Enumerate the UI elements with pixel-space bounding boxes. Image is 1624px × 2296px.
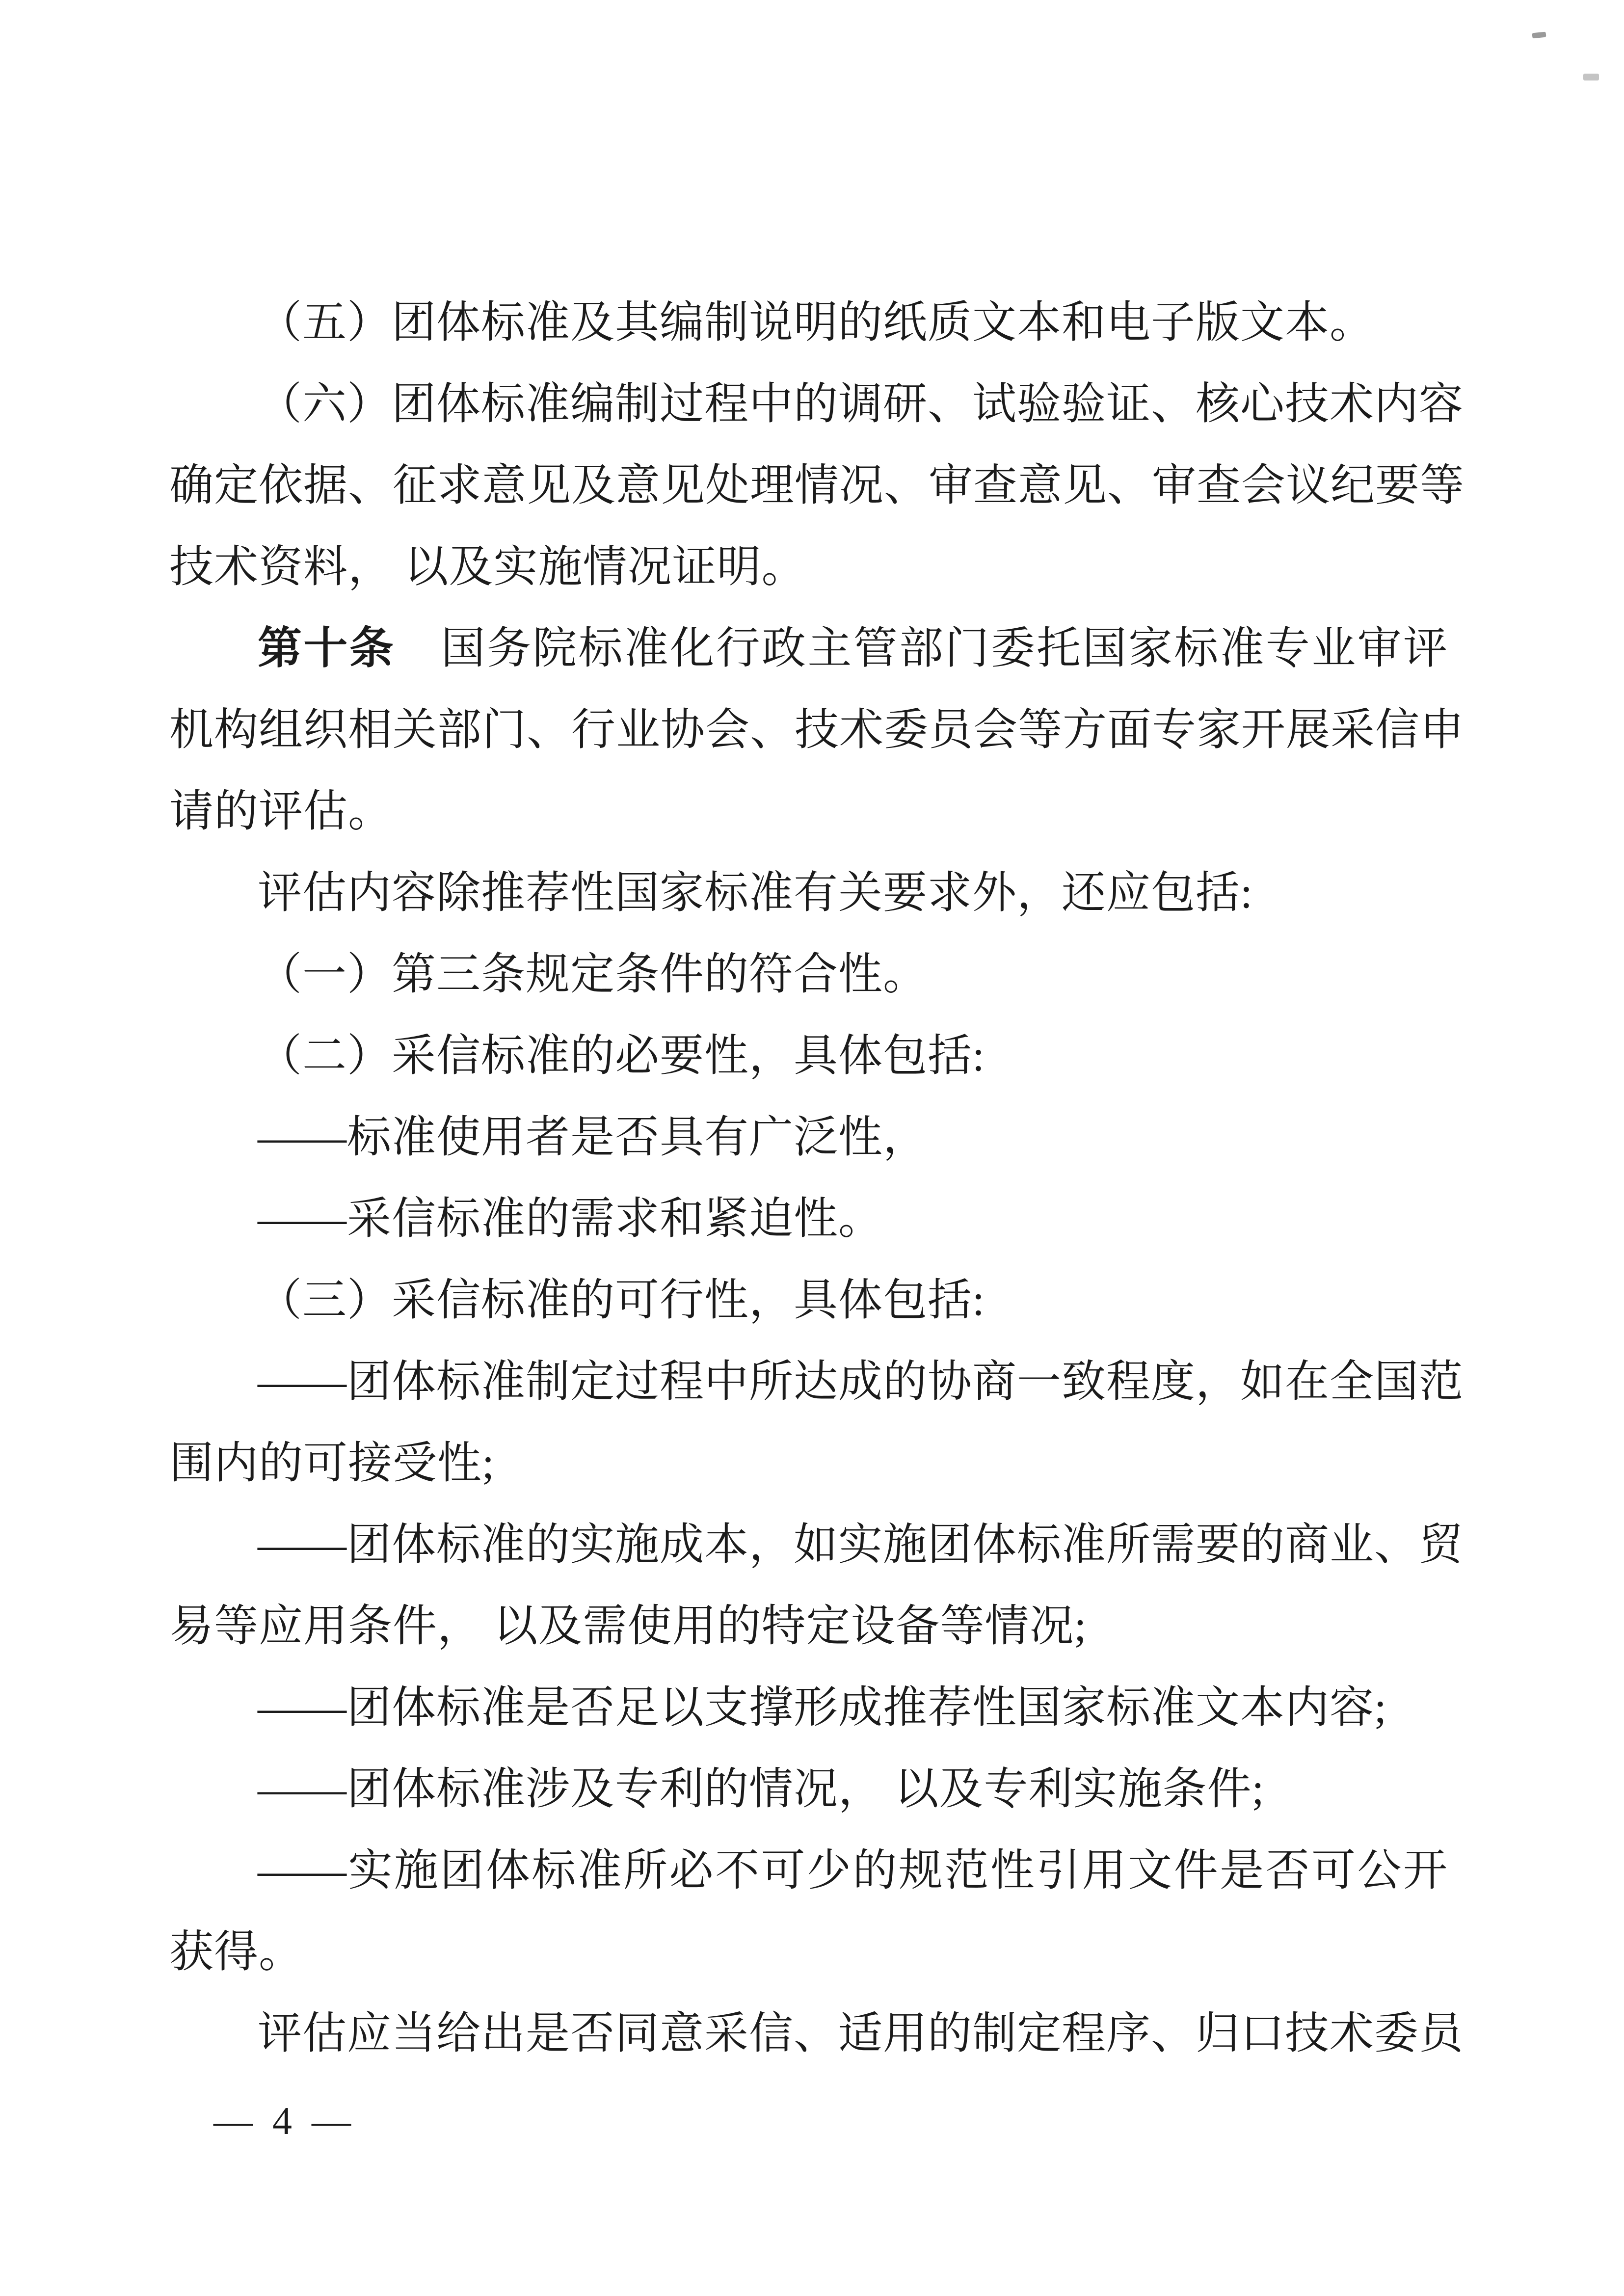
text-line: ——实施团体标准所必不可少的规范性引用文件是否可公开: [258, 1846, 1448, 1895]
text-line: 确定依据、征求意见及意见处理情况、审查意见、审查会议纪要等: [169, 461, 1464, 510]
scan-speck-icon: [1583, 74, 1599, 80]
clause-text: 国务院标准化行政主管部门委托国家标准专业审评: [395, 624, 1448, 673]
text-line: 围内的可接受性;: [169, 1439, 495, 1488]
text-line: ——采信标准的需求和紧迫性。: [258, 1195, 883, 1243]
document-body: [169, 282, 1464, 2075]
text-line: （三）采信标准的可行性，具体包括:: [258, 1276, 985, 1325]
text-line: ——团体标准是否足以支撑形成推荐性国家标准文本内容;: [258, 1683, 1387, 1732]
text-line: （五）团体标准及其编制说明的纸质文本和电子版文本。: [258, 298, 1374, 347]
text-line: 评估内容除推荐性国家标准有关要求外，还应包括:: [258, 869, 1253, 917]
text-line: （六）团体标准编制过程中的调研、试验验证、核心技术内容: [258, 380, 1464, 428]
text-line: ——团体标准涉及专利的情况， 以及专利实施条件;: [258, 1765, 1265, 1814]
text-line: 易等应用条件， 以及需使用的特定设备等情况;: [169, 1602, 1087, 1651]
scan-speck-icon: [1532, 32, 1546, 39]
page-number: — 4 —: [213, 2100, 356, 2143]
text-line clause-heading-line: [169, 608, 1448, 690]
text-line: 评估应当给出是否同意采信、适用的制定程序、归口技术委员: [258, 2009, 1464, 2058]
text-line: 获得。: [169, 1928, 303, 1976]
clause-number: 第十条: [258, 624, 396, 673]
text-line: （二）采信标准的必要性，具体包括:: [258, 1032, 985, 1080]
text-line: ——标准使用者是否具有广泛性，: [258, 1113, 928, 1162]
text-line: （一）第三条规定条件的符合性。: [258, 950, 928, 999]
text-line: 机构组织相关部门、行业协会、技术委员会等方面专家开展采信申: [169, 706, 1464, 754]
text-line: ——团体标准的实施成本，如实施团体标准所需要的商业、贸: [258, 1521, 1464, 1569]
text-line: 请的评估。: [169, 787, 393, 836]
text-line: ——团体标准制定过程中所达成的协商一致程度，如在全国范: [258, 1358, 1464, 1406]
text-line: 技术资料， 以及实施情况证明。: [169, 543, 806, 591]
